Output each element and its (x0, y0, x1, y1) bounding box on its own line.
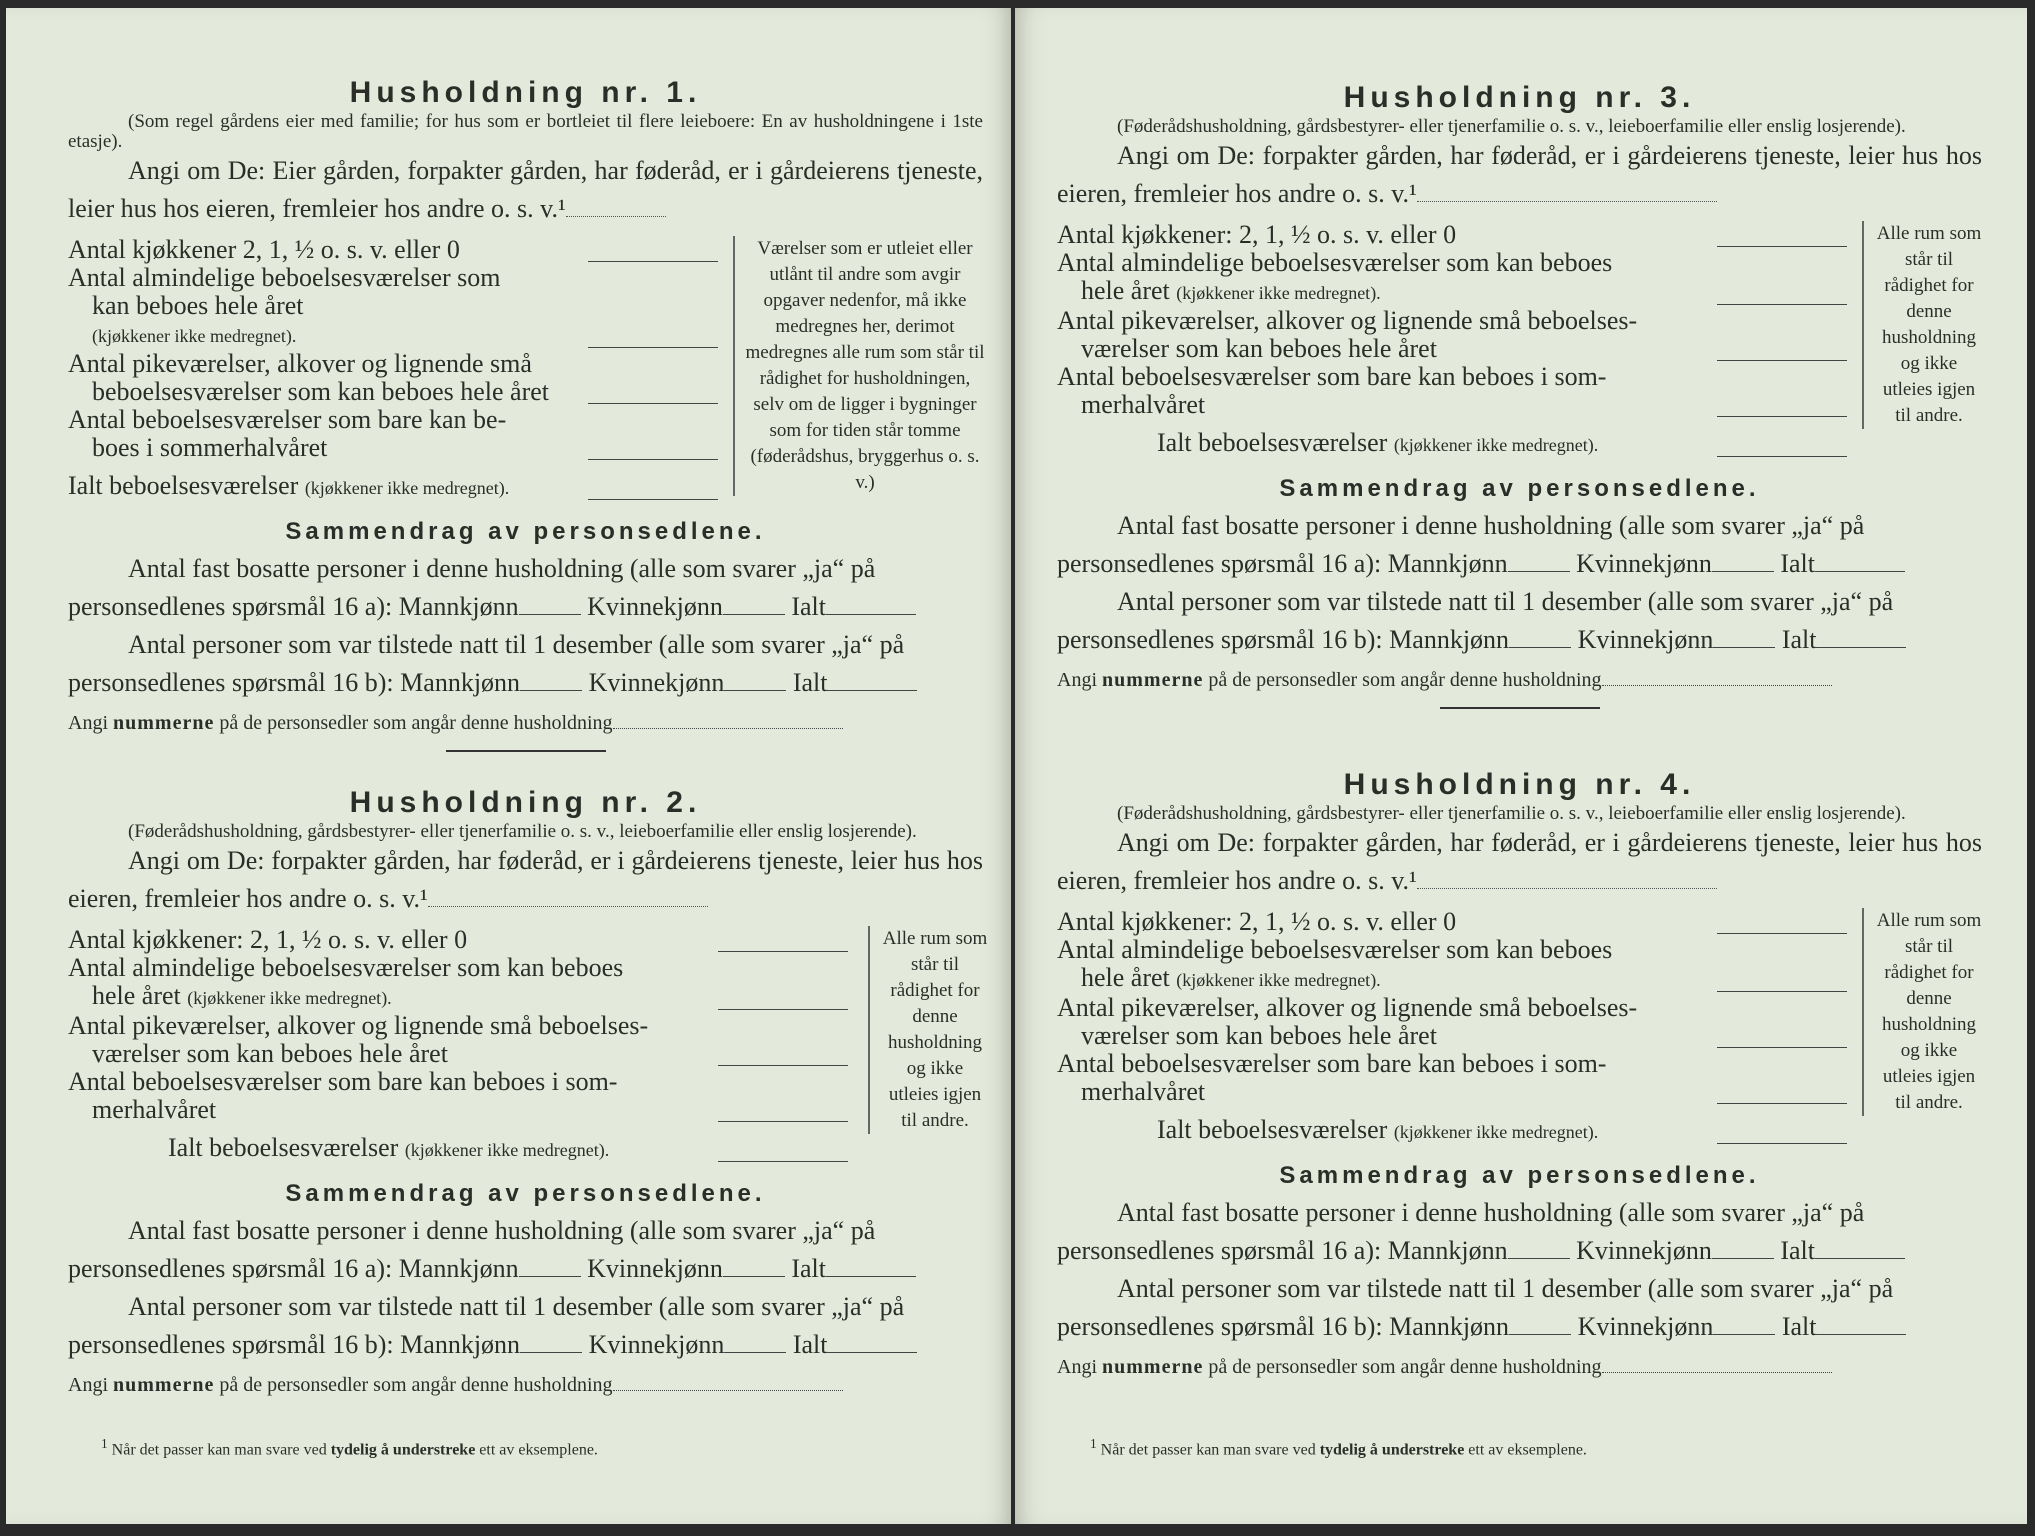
answer-line[interactable] (1417, 201, 1717, 202)
household-3-question: Angi om De: forpakter gården, har føderåd, er i gårdeierens tjeneste, leier hus hos eieren, fremleier hos andre o. s. v.¹ (1057, 141, 1982, 208)
household-1-section (68, 78, 983, 752)
row-summer-rooms: Antal beboelsesværelser som bare kan beboes i som- merhalvåret (1057, 1050, 1847, 1106)
summary-4-line1: Antal fast bosatte personer i denne husholdning (alle som svarer „ja“ på (1117, 1198, 1865, 1227)
female-count-a[interactable] (1712, 1258, 1774, 1259)
male-count-b[interactable] (520, 1352, 582, 1353)
household-4-title: Husholdning nr. 4. (1343, 768, 1696, 801)
household-3-title: Husholdning nr. 3. (1343, 81, 1696, 114)
household-2-section (68, 786, 988, 1402)
row-living-rooms: Antal almindelige beboelsesværelser som kan beboes hele året (kjøkkener ikke medregnet). (1057, 249, 1847, 307)
household-2-question: Angi om De: forpakter gården, har føderåd, er i gårdeierens tjeneste, leier hus hos eieren, fremleier hos andre o. s. v.¹ (68, 846, 983, 913)
summary-2-title: Sammendrag av personsedlene. (285, 1180, 766, 1207)
row-living-rooms: Antal almindelige beboelsesværelser som kan beboes hele året (kjøkkener ikke medregnet). (1057, 936, 1847, 994)
male-count-b[interactable] (520, 690, 582, 691)
summer-rooms-answer[interactable] (1717, 1103, 1847, 1104)
total-count-a[interactable] (826, 1276, 916, 1277)
row-total-rooms: Ialt beboelsesværelser (kjøkkener ikke medregnet). (68, 1134, 848, 1164)
male-count-b[interactable] (1509, 1334, 1571, 1335)
row-summer-rooms: Antal beboelsesværelser som bare kan be- boes i sommerhalvåret (68, 406, 718, 462)
total-count-a[interactable] (1815, 1258, 1905, 1259)
left-page (6, 8, 1011, 1524)
answer-line[interactable] (1417, 888, 1717, 889)
row-small-rooms: Antal pikeværelser, alkover og lignende små beboelses- værelser som kan beboes hele året (68, 1012, 848, 1068)
household-1-title: Husholdning nr. 1. (349, 76, 702, 109)
summary-1-title: Sammendrag av personsedlene. (285, 518, 766, 545)
household-2-rooms (68, 925, 988, 1164)
household-4-question: Angi om De: forpakter gården, har føderåd, er i gårdeierens tjeneste, leier hus hos eieren, fremleier hos andre o. s. v.¹ (1057, 828, 1982, 895)
summary-1-line1: Antal fast bosatte personer i denne husholdning (alle som svarer „ja“ på (128, 554, 876, 583)
summary-2-numbers: Angi nummerne på de personsedler som angår denne husholdning (68, 1368, 983, 1402)
summary-4-title: Sammendrag av personsedlene. (1279, 1162, 1760, 1189)
summary-4-line2b: personsedlenes spørsmål 16 b): Mannkjønn Kvinnekjønn Ialt (1057, 1308, 1982, 1346)
female-count-a[interactable] (723, 1276, 785, 1277)
male-count-a[interactable] (1508, 1258, 1570, 1259)
row-living-rooms: Antal almindelige beboelsesværelser som kan beboes hele året (kjøkkener ikke medregnet). (68, 954, 848, 1012)
row-total-rooms: Ialt beboelsesværelser (kjøkkener ikke medregnet). (68, 472, 718, 502)
household-1-note: (Som regel gårdens eier med familie; for hus som er bortleiet til flere leieboere: En av husholdningene i 1ste etasje). (68, 111, 983, 152)
female-count-b[interactable] (1713, 1334, 1775, 1335)
summer-rooms-answer[interactable] (588, 459, 718, 460)
household-1-rooms (68, 236, 983, 502)
row-summer-rooms: Antal beboelsesværelser som bare kan beboes i som- merhalvåret (68, 1068, 848, 1124)
small-rooms-answer[interactable] (588, 403, 718, 404)
answer-line[interactable] (428, 906, 708, 907)
female-count-b[interactable] (724, 690, 786, 691)
summary-2-line2: Antal personer som var tilstede natt til 1 desember (alle som svarer „ja“ på (128, 1292, 905, 1321)
summer-rooms-answer[interactable] (1717, 416, 1847, 417)
footnote-left: $^1$ Når det passer kan man svare ved tydelig å understreke ett av eksemplene. (101, 1436, 598, 1459)
small-rooms-answer[interactable] (1717, 360, 1847, 361)
kitchens-answer[interactable] (718, 951, 848, 952)
row-kitchens: Antal kjøkkener: 2, 1, ½ o. s. v. eller 0 (1057, 908, 1847, 936)
household-1-question: Angi om De: Eier gården, forpakter gården, har føderåd, er i gårdeierens tjeneste, leier hus hos eieren, fremleier hos andre o. s. v.¹ (68, 156, 983, 223)
row-summer-rooms: Antal beboelsesværelser som bare kan beboes i som- merhalvåret (1057, 363, 1847, 419)
summary-3-title: Sammendrag av personsedlene. (1279, 475, 1760, 502)
summary-3-line1: Antal fast bosatte personer i denne husholdning (alle som svarer „ja“ på (1117, 511, 1865, 540)
kitchens-answer[interactable] (1717, 246, 1847, 247)
row-total-rooms: Ialt beboelsesværelser (kjøkkener ikke medregnet). (1057, 429, 1847, 459)
row-living-rooms: Antal almindelige beboelsesværelser som kan beboes hele året (kjøkkener ikke medregnet). (68, 264, 718, 350)
summary-1-line2: Antal personer som var tilstede natt til 1 desember (alle som svarer „ja“ på (128, 630, 905, 659)
female-count-a[interactable] (1712, 571, 1774, 572)
household-3-note: (Føderådshusholdning, gårdsbestyrer- eller tjenerfamilie o. s. v., leieboerfamilie eller enslig losjerende). (1117, 116, 1906, 137)
row-small-rooms: Antal pikeværelser, alkover og lignende små beboelses- værelser som kan beboes hele året (1057, 307, 1847, 363)
living-rooms-answer[interactable] (1717, 991, 1847, 992)
summary-2-line1b: personsedlenes spørsmål 16 a): Mannkjønn Kvinnekjønn Ialt (68, 1250, 983, 1288)
household-3-section (1057, 83, 1982, 709)
household-4-rooms (1057, 908, 1982, 1146)
total-rooms-answer[interactable] (718, 1161, 848, 1162)
living-rooms-answer[interactable] (588, 347, 718, 348)
total-count-b[interactable] (1816, 1334, 1906, 1335)
small-rooms-answer[interactable] (1717, 1047, 1847, 1048)
summary-4-line1b: personsedlenes spørsmål 16 a): Mannkjønn Kvinnekjønn Ialt (1057, 1232, 1982, 1270)
numbers-answer[interactable] (613, 728, 843, 729)
total-rooms-answer[interactable] (1717, 456, 1847, 457)
divider (1440, 707, 1600, 709)
living-rooms-answer[interactable] (718, 1009, 848, 1010)
household-2-side-note: Alle rum som står til rådighet for denne husholdning og ikke utleies igjen til andre. (868, 926, 990, 1134)
summary-4-line2: Antal personer som var tilstede natt til 1 desember (alle som svarer „ja“ på (1117, 1274, 1894, 1303)
kitchens-answer[interactable] (588, 261, 718, 262)
row-kitchens: Antal kjøkkener 2, 1, ½ o. s. v. eller 0 (68, 236, 718, 264)
total-count-a[interactable] (1815, 571, 1905, 572)
row-kitchens: Antal kjøkkener: 2, 1, ½ o. s. v. eller 0 (68, 926, 848, 954)
row-total-rooms: Ialt beboelsesværelser (kjøkkener ikke medregnet). (1057, 1116, 1847, 1146)
male-count-a[interactable] (519, 614, 581, 615)
small-rooms-answer[interactable] (718, 1065, 848, 1066)
summary-1-line1b: personsedlenes spørsmål 16 a): Mannkjønn Kvinnekjønn Ialt (68, 588, 983, 626)
total-count-b[interactable] (1816, 647, 1906, 648)
household-4-note: (Føderådshusholdning, gårdsbestyrer- eller tjenerfamilie o. s. v., leieboerfamilie eller enslig losjerende). (1117, 803, 1906, 824)
summer-rooms-answer[interactable] (718, 1121, 848, 1122)
footnote-right: $^1$ Når det passer kan man svare ved tydelig å understreke ett av eksemplene. (1090, 1436, 1587, 1459)
summary-3-line1b: personsedlenes spørsmål 16 a): Mannkjønn Kvinnekjønn Ialt (1057, 545, 1982, 583)
living-rooms-answer[interactable] (1717, 304, 1847, 305)
summary-3-line2b: personsedlenes spørsmål 16 b): Mannkjønn Kvinnekjønn Ialt (1057, 621, 1982, 659)
female-count-b[interactable] (1713, 647, 1775, 648)
summary-2-line1: Antal fast bosatte personer i denne husholdning (alle som svarer „ja“ på (128, 1216, 876, 1245)
total-count-a[interactable] (826, 614, 916, 615)
male-count-b[interactable] (1509, 647, 1571, 648)
summary-1-numbers: Angi nummerne på de personsedler som angår denne husholdning (68, 706, 983, 740)
household-2-title: Husholdning nr. 2. (349, 786, 702, 819)
numbers-answer[interactable] (1602, 685, 1832, 686)
household-4-section (1057, 770, 1982, 1384)
total-count-b[interactable] (827, 690, 917, 691)
total-rooms-answer[interactable] (1717, 1143, 1847, 1144)
household-3-rooms (1057, 221, 1982, 459)
male-count-a[interactable] (519, 1276, 581, 1277)
male-count-a[interactable] (1508, 571, 1570, 572)
answer-line[interactable] (566, 216, 666, 217)
row-small-rooms: Antal pikeværelser, alkover og lignende små beboelsesværelser som kan beboes hele året (68, 350, 718, 406)
numbers-answer[interactable] (1602, 1372, 1832, 1373)
summary-3-line2: Antal personer som var tilstede natt til 1 desember (alle som svarer „ja“ på (1117, 587, 1894, 616)
numbers-answer[interactable] (613, 1390, 843, 1391)
summary-2-line2b: personsedlenes spørsmål 16 b): Mannkjønn Kvinnekjønn Ialt (68, 1326, 983, 1364)
total-count-b[interactable] (827, 1352, 917, 1353)
female-count-a[interactable] (723, 614, 785, 615)
summary-1-line2b: personsedlenes spørsmål 16 b): Mannkjønn Kvinnekjønn Ialt (68, 664, 983, 702)
divider (446, 750, 606, 752)
summary-4-numbers: Angi nummerne på de personsedler som angår denne husholdning (1057, 1350, 1982, 1384)
row-kitchens: Antal kjøkkener: 2, 1, ½ o. s. v. eller 0 (1057, 221, 1847, 249)
total-rooms-answer[interactable] (588, 499, 718, 500)
household-1-side-note: Værelser som er utleiet eller utlånt til andre som avgir opgaver nedenfor, må ikke medregnes her, derimot medregnes alle rum som står til rådighet for husholdningen, selv om de ligger i bygninger som for tiden står tomme (føderådshus, bryggerhus o. s. v.) (733, 236, 985, 496)
row-small-rooms: Antal pikeværelser, alkover og lignende små beboelses- værelser som kan beboes hele året (1057, 994, 1847, 1050)
household-3-side-note: Alle rum som står til rådighet for denne husholdning og ikke utleies igjen til andre. (1862, 221, 1984, 429)
household-4-side-note: Alle rum som står til rådighet for denne husholdning og ikke utleies igjen til andre. (1862, 908, 1984, 1116)
household-2-note: (Føderådshusholdning, gårdsbestyrer- eller tjenerfamilie o. s. v., leieboerfamilie eller enslig losjerende). (128, 821, 917, 842)
female-count-b[interactable] (724, 1352, 786, 1353)
summary-3-numbers: Angi nummerne på de personsedler som angår denne husholdning (1057, 663, 1982, 697)
kitchens-answer[interactable] (1717, 933, 1847, 934)
right-page (1015, 8, 2027, 1524)
